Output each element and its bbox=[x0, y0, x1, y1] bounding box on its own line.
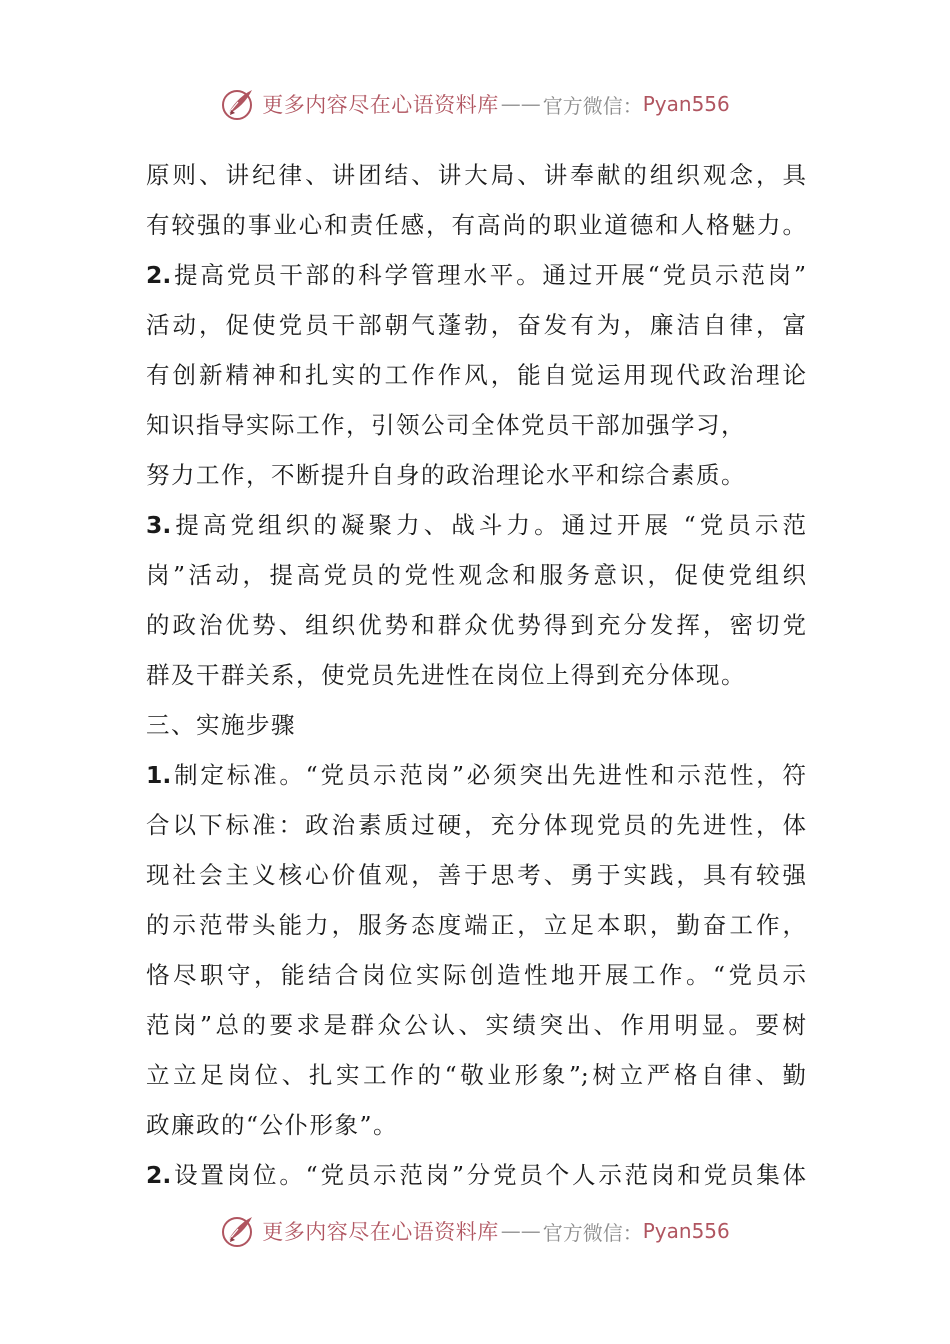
line-text: 的政治优势、组织优势和群众优势得到充分发挥，密切党 bbox=[146, 611, 806, 639]
item-number: 3. bbox=[146, 511, 172, 539]
text-line bbox=[146, 800, 806, 850]
document-body bbox=[146, 150, 806, 1200]
line-text: 恪尽职守，能结合岗位实际创造性地开展工作。“党员示 bbox=[146, 961, 806, 989]
text-line bbox=[146, 200, 806, 250]
text-line bbox=[146, 600, 806, 650]
text-line bbox=[146, 1000, 806, 1050]
line-text: 现社会主义核心价值观，善于思考、勇于实践，具有较强 bbox=[146, 861, 806, 889]
watermark-contact-id: Pyan556 bbox=[642, 1219, 730, 1243]
item-number: 2. bbox=[146, 261, 172, 289]
line-text: 原则、讲纪律、讲团结、讲大局、讲奉献的组织观念，具 bbox=[146, 161, 806, 189]
text-line bbox=[146, 950, 806, 1000]
text-line bbox=[146, 750, 806, 800]
item-number: 2. bbox=[146, 1161, 172, 1189]
line-text: 的示范带头能力，服务态度端正，立足本职，勤奋工作， bbox=[146, 911, 806, 939]
line-text: 群及干群关系，使党员先进性在岗位上得到充分体现。 bbox=[146, 661, 746, 689]
line-text: 范岗”总的要求是群众公认、实绩突出、作用明显。要树 bbox=[146, 1011, 806, 1039]
line-text: 有创新精神和扎实的工作作风，能自觉运用现代政治理论 bbox=[146, 361, 806, 389]
text-line bbox=[146, 500, 806, 550]
quill-logo-icon bbox=[220, 1213, 256, 1249]
text-line bbox=[146, 300, 806, 350]
watermark-contact-label: 官方微信： bbox=[542, 93, 643, 118]
line-text: 知识指导实际工作，引领公司全体党员干部加强学习， bbox=[146, 411, 746, 439]
text-line bbox=[146, 1150, 806, 1200]
watermark-header bbox=[0, 84, 950, 124]
line-text: 努力工作，不断提升自身的政治理论水平和综合素质。 bbox=[146, 461, 746, 489]
item-number: 1. bbox=[146, 761, 172, 789]
line-text: 三、实施步骤 bbox=[146, 711, 296, 739]
text-line bbox=[146, 700, 806, 750]
text-line bbox=[146, 1050, 806, 1100]
text-line bbox=[146, 850, 806, 900]
line-text: 设置岗位。“党员示范岗”分党员个人示范岗和党员集体 bbox=[171, 1161, 806, 1189]
text-line bbox=[146, 900, 806, 950]
quill-logo-icon bbox=[220, 86, 256, 122]
text-line bbox=[146, 400, 806, 450]
text-line bbox=[146, 250, 806, 300]
text-line bbox=[146, 350, 806, 400]
watermark-contact-id: Pyan556 bbox=[642, 92, 730, 116]
text-line bbox=[146, 550, 806, 600]
line-text: 岗”活动，提高党员的党性观念和服务意识，促使党组织 bbox=[146, 561, 806, 589]
text-line bbox=[146, 450, 806, 500]
watermark-separator: —— bbox=[500, 1219, 541, 1243]
line-text: 活动，促使党员干部朝气蓬勃，奋发有为，廉洁自律，富 bbox=[146, 311, 806, 339]
line-text: 有较强的事业心和责任感，有高尚的职业道德和人格魅力。 bbox=[146, 211, 806, 239]
line-text: 提高党员干部的科学管理水平。通过开展“党员示范岗” bbox=[171, 261, 806, 289]
line-text: 提高党组织的凝聚力、战斗力。通过开展 “党员示范 bbox=[171, 511, 806, 539]
line-text: 合以下标准：政治素质过硬，充分体现党员的先进性，体 bbox=[146, 811, 806, 839]
watermark-brand: 更多内容尽在心语资料库 bbox=[262, 1220, 499, 1244]
watermark-brand: 更多内容尽在心语资料库 bbox=[262, 93, 499, 117]
line-text: 立立足岗位、扎实工作的“敬业形象”;树立严格自律、勤 bbox=[146, 1061, 806, 1089]
watermark-footer bbox=[0, 1211, 950, 1251]
text-line bbox=[146, 650, 806, 700]
watermark-separator: —— bbox=[500, 92, 541, 116]
text-line bbox=[146, 150, 806, 200]
text-line bbox=[146, 1100, 806, 1150]
line-text: 政廉政的“公仆形象”。 bbox=[146, 1111, 399, 1139]
line-text: 制定标准。“党员示范岗”必须突出先进性和示范性，符 bbox=[171, 761, 806, 789]
watermark-contact-label: 官方微信： bbox=[542, 1220, 643, 1245]
